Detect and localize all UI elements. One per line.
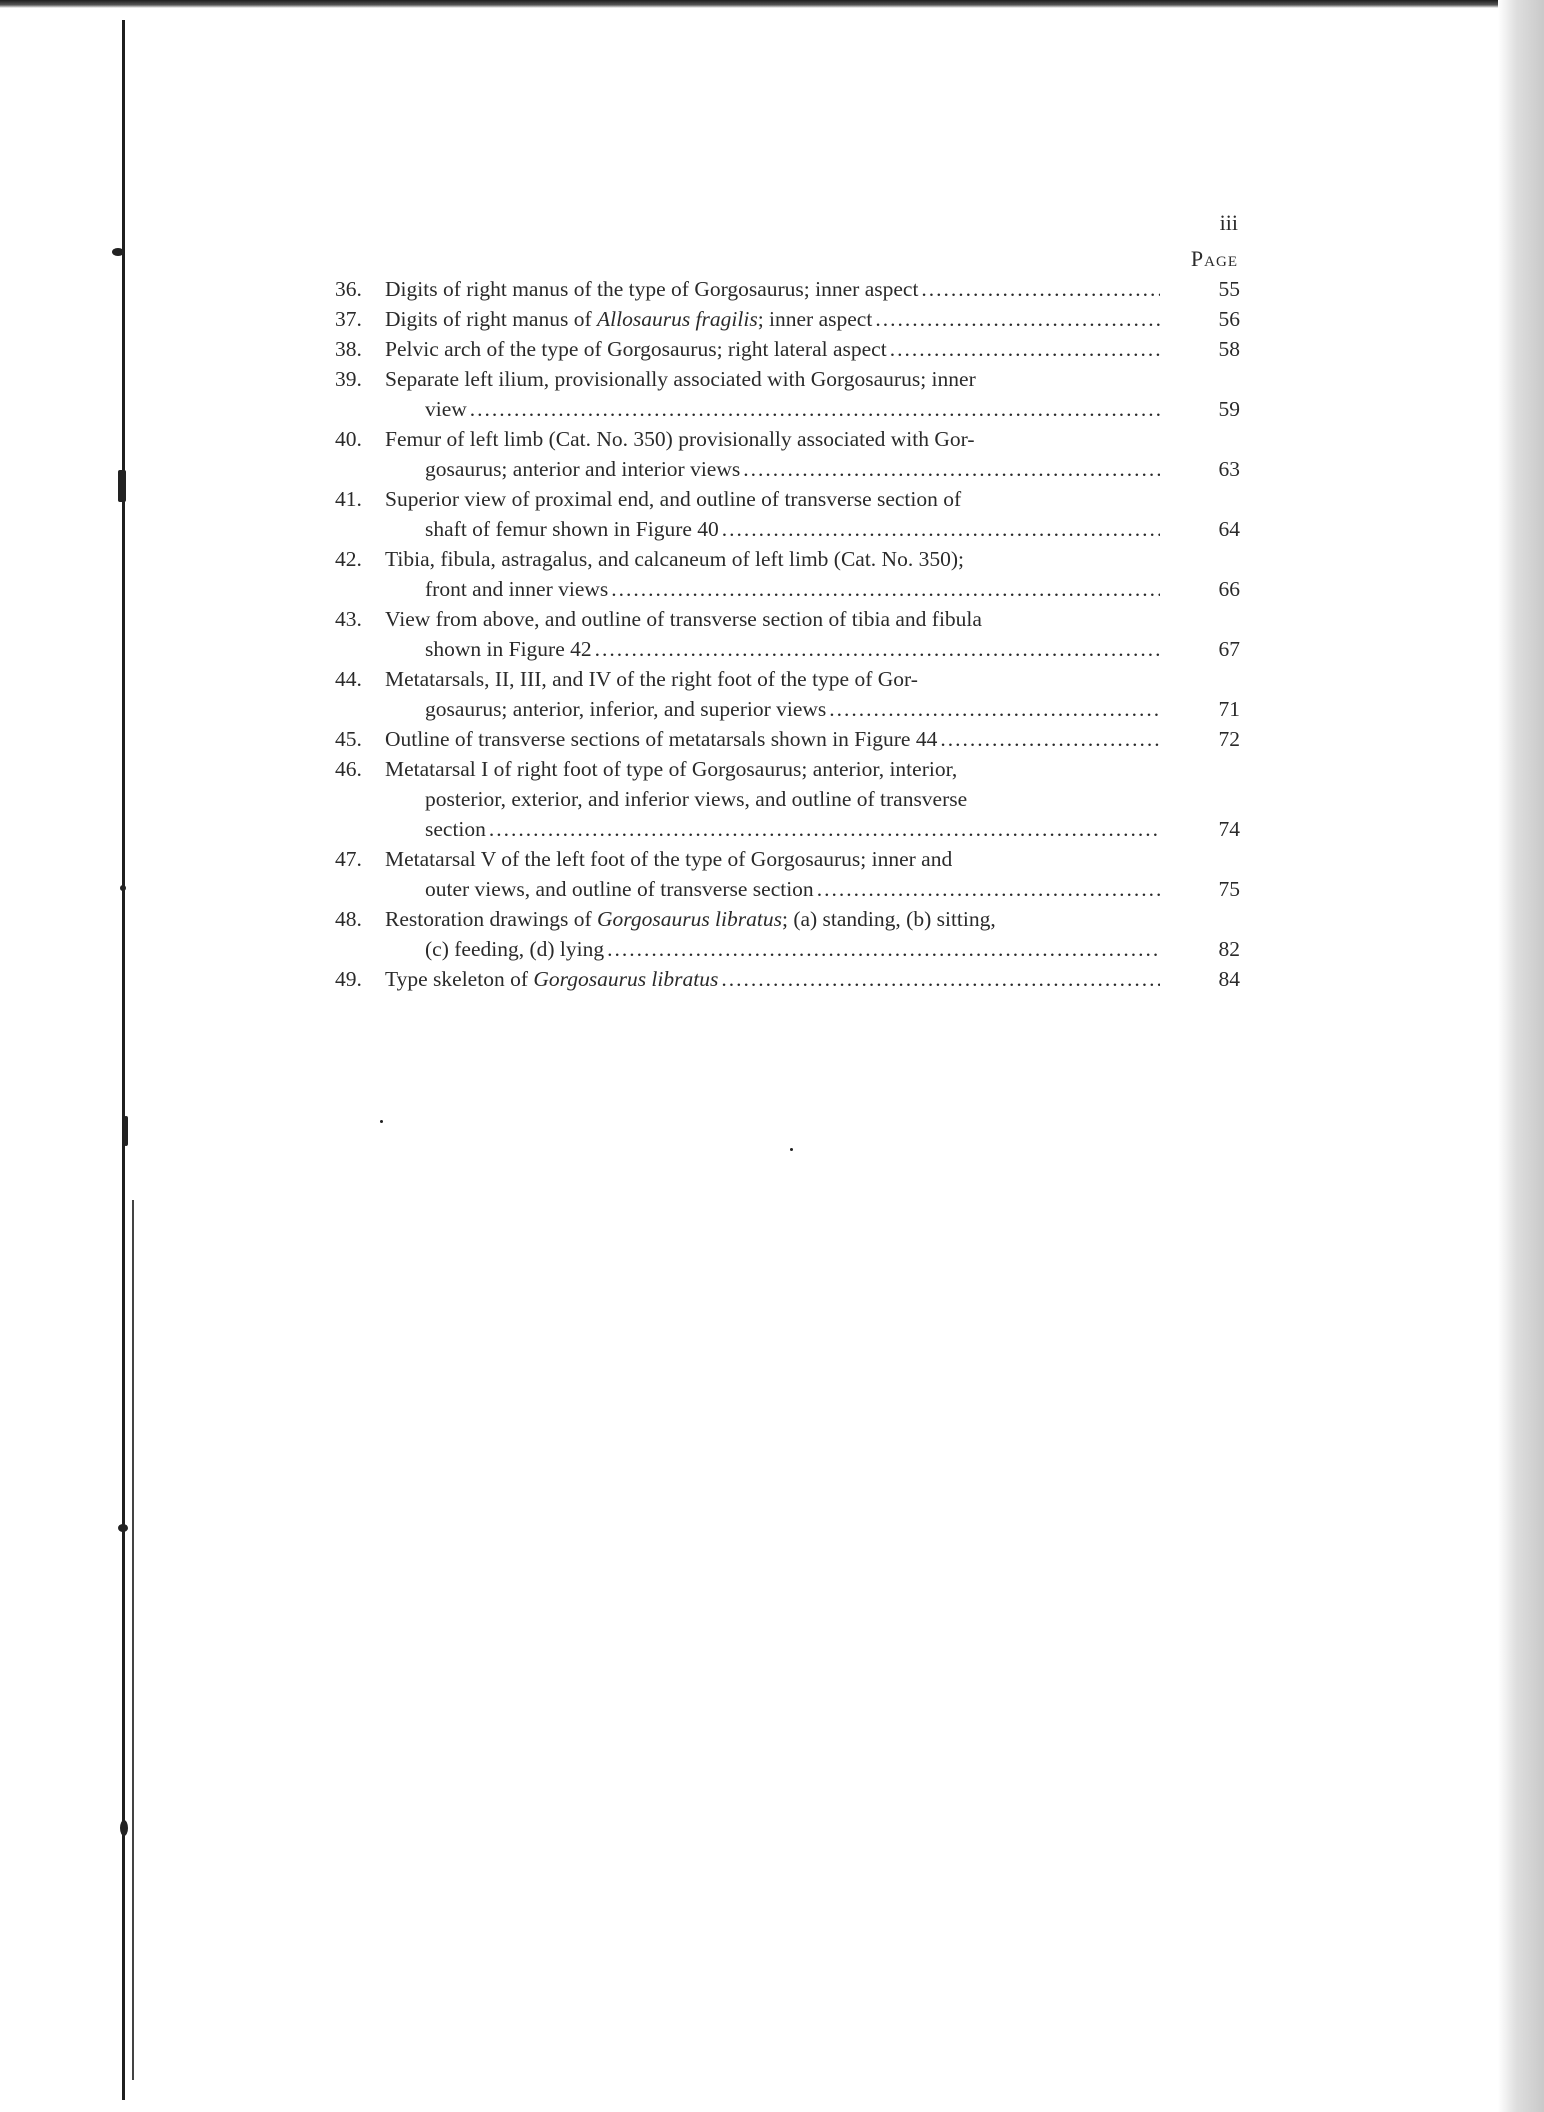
species-name: Gorgosaurus libratus — [596, 907, 782, 931]
figure-number: 46. — [335, 757, 362, 781]
leader-dots — [817, 874, 1160, 904]
page-reference: 66 — [1218, 577, 1240, 601]
figure-number: 36. — [335, 277, 362, 301]
page-reference: 59 — [1218, 397, 1240, 421]
figure-caption-continued: posterior, exterior, and inferior views, and outline of transverse — [425, 787, 968, 811]
page-reference: 71 — [1218, 697, 1240, 721]
figure-caption: Separate left ilium, provisionally associated with Gorgosaurus; inner — [385, 367, 976, 391]
leader-dots — [743, 454, 1160, 484]
leader-dots — [921, 274, 1160, 304]
leader-dots — [722, 514, 1160, 544]
scan-binding-line-secondary — [132, 1200, 134, 2080]
figure-caption: Digits of right manus of the type of Gorgosaurus; inner aspect — [385, 277, 919, 301]
leader-dots — [890, 334, 1160, 364]
figure-caption: Metatarsal V of the left foot of the type of Gorgosaurus; inner and — [385, 847, 953, 871]
figure-caption-end: ; (a) standing, (b) sitting, — [781, 907, 996, 931]
species-name: Allosaurus fragilis — [597, 307, 758, 331]
figure-caption: Outline of transverse sections of metatarsals shown in Figure 44 — [385, 727, 938, 751]
list-item — [335, 304, 1240, 334]
leader-dots — [611, 574, 1160, 604]
page-reference: 63 — [1218, 457, 1240, 481]
figure-number: 43. — [335, 607, 362, 631]
scan-speck — [120, 1820, 128, 1836]
leader-dots — [940, 724, 1160, 754]
page-reference: 56 — [1218, 307, 1240, 331]
figure-caption-continued: section — [425, 817, 486, 841]
figure-caption-continued: front and inner views — [425, 577, 609, 601]
figure-number: 39. — [335, 367, 362, 391]
list-item — [335, 274, 1240, 304]
figure-caption: Digits of right manus of — [385, 307, 597, 331]
figure-number: 42. — [335, 547, 362, 571]
scan-binding-line — [122, 20, 125, 2100]
figure-number: 48. — [335, 907, 362, 931]
list-item — [335, 964, 1240, 994]
scan-speck — [118, 470, 126, 502]
scan-speck — [124, 1116, 128, 1146]
list-item — [335, 484, 1240, 544]
figure-caption-continued: view — [425, 397, 467, 421]
figure-caption-continued: gosaurus; anterior, inferior, and superior views — [425, 697, 827, 721]
scan-speck — [120, 885, 126, 891]
list-item — [335, 544, 1240, 604]
list-item — [335, 724, 1240, 754]
page-number: iii — [1219, 210, 1238, 235]
scan-speck — [790, 1148, 793, 1151]
leader-dots — [595, 634, 1160, 664]
scan-speck — [118, 1524, 128, 1532]
list-item — [335, 334, 1240, 364]
page-reference: 74 — [1218, 817, 1240, 841]
list-of-figures — [335, 274, 1240, 994]
figure-number: 41. — [335, 487, 362, 511]
page-reference: 64 — [1218, 517, 1240, 541]
leader-dots — [470, 394, 1160, 424]
page-reference: 75 — [1218, 877, 1240, 901]
list-item — [335, 364, 1240, 424]
list-item — [335, 604, 1240, 664]
figure-caption: Metatarsal I of right foot of type of Gorgosaurus; anterior, interior, — [385, 757, 958, 781]
species-name: Gorgosaurus libratus — [533, 967, 719, 991]
figure-caption-continued: gosaurus; anterior and interior views — [425, 457, 741, 481]
figure-number: 37. — [335, 307, 362, 331]
figure-caption-end: ; inner aspect — [757, 307, 873, 331]
figure-number: 49. — [335, 967, 362, 991]
leader-dots — [489, 814, 1160, 844]
figure-number: 44. — [335, 667, 362, 691]
list-item — [335, 664, 1240, 724]
figure-caption: View from above, and outline of transverse section of tibia and fibula — [385, 607, 982, 631]
figure-caption: Pelvic arch of the type of Gorgosaurus; right lateral aspect — [385, 337, 887, 361]
scan-right-shadow — [1498, 0, 1544, 2112]
figure-caption-continued: shown in Figure 42 — [425, 637, 592, 661]
figure-number: 38. — [335, 337, 362, 361]
leader-dots — [829, 694, 1160, 724]
figure-caption: Restoration drawings of — [385, 907, 597, 931]
scan-top-edge — [0, 0, 1544, 8]
page-reference: 67 — [1218, 637, 1240, 661]
list-item — [335, 844, 1240, 904]
scan-speck — [380, 1120, 383, 1123]
figure-caption: Type skeleton of — [385, 967, 534, 991]
figure-caption-continued: (c) feeding, (d) lying — [425, 937, 605, 961]
figure-caption: Femur of left limb (Cat. No. 350) provisionally associated with Gor- — [385, 427, 975, 451]
figure-number: 47. — [335, 847, 362, 871]
leader-dots — [721, 964, 1160, 994]
page-reference: 55 — [1218, 277, 1240, 301]
page-reference: 72 — [1218, 727, 1240, 751]
list-item — [335, 424, 1240, 484]
page-reference: 58 — [1218, 337, 1240, 361]
page-reference: 82 — [1218, 937, 1240, 961]
leader-dots — [875, 304, 1160, 334]
list-item — [335, 904, 1240, 964]
figure-caption-continued: shaft of femur shown in Figure 40 — [425, 517, 719, 541]
figure-caption: Metatarsals, II, III, and IV of the right foot of the type of Gor- — [385, 667, 918, 691]
leader-dots — [607, 934, 1160, 964]
figure-number: 45. — [335, 727, 362, 751]
page-reference: 84 — [1218, 967, 1240, 991]
figure-caption-continued: outer views, and outline of transverse section — [425, 877, 814, 901]
figure-caption: Superior view of proximal end, and outline of transverse section of — [385, 487, 962, 511]
list-item — [335, 754, 1240, 844]
figure-caption: Tibia, fibula, astragalus, and calcaneum of left limb (Cat. No. 350); — [385, 547, 964, 571]
scan-speck — [112, 248, 124, 256]
page-column-heading: Page — [1190, 246, 1238, 271]
figure-number: 40. — [335, 427, 362, 451]
